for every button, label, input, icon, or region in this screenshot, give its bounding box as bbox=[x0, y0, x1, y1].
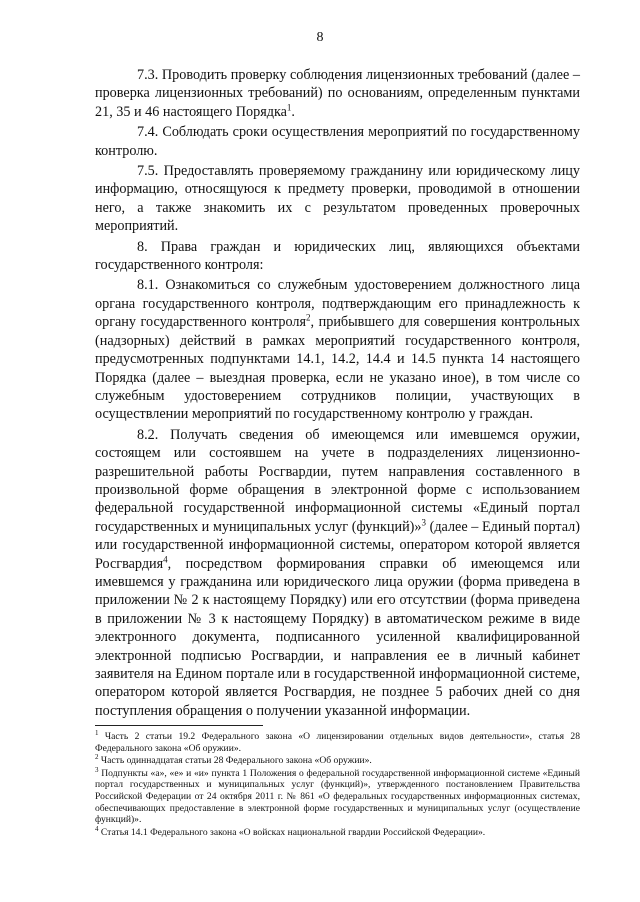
footnote-text: Часть одиннадцатая статьи 28 Федерального закона «Об оружии». bbox=[100, 755, 372, 767]
footnote-text: Подпункты «а», «е» и «и» пункта 1 Положения о федеральной государственной информационной системе «Единый портал государственных и муниципальных услуг (функций)», утвержденного постановлением Правительства Российской Федерации от 24 октября 2011 г. № 861 «О федеральных государственных информационных системах, обеспечивающих предоставление в электронной форме государственных и муниципальных услуг (осуществление функций)». bbox=[95, 767, 580, 826]
paragraph-text: , посредством формирования справки об имеющемся или имевшемся у гражданина или юридического лица оружии (форма приведена в приложении № 2 к настоящему Порядку) или его отсутствии (форма приведена в приложении № 3 к настоящему Порядку) в автоматическом режиме в виде электронного документа, подписанного усиленной квалифицированной электронной подписью Росгвардии, и направления ее в личный кабинет заявителя на Едином портале или в государственной информационной системе, оператором которой является Росгвардия, не позднее 5 рабочих дней со дня поступления обращения о получении указанной информации. bbox=[95, 555, 580, 719]
paragraph-text: 8. Права граждан и юридических лиц, являющихся объектами государственного контроля: bbox=[95, 238, 580, 274]
paragraph-7-4 bbox=[95, 123, 580, 160]
footnote-number: 2 bbox=[95, 753, 99, 761]
footnote-divider bbox=[95, 725, 263, 726]
paragraph-text: 8.1. Ознакомиться со служебным удостоверением должностного лица органа государственного контроля, подтверждающим его принадлежность к органу государственного контроля bbox=[95, 277, 580, 331]
footnote-2 bbox=[95, 755, 580, 767]
footnote-4 bbox=[95, 824, 580, 839]
paragraph-7-5 bbox=[95, 162, 580, 236]
paragraph-text: 7.4. Соблюдать сроки осуществления мероприятий по государственному контролю. bbox=[95, 124, 580, 159]
footnote-1 bbox=[95, 728, 580, 754]
footnote-ref: 1 bbox=[286, 102, 292, 113]
paragraph-text: 8.2. Получать сведения об имеющемся или имевшемся оружии, состоящем или состоявшем на учете в подразделениях лицензионно-разрешительной работы Росгвардии, путем направления составленного в произвольной форме обращения в электронной форме с использованием федеральной государственной информационной системы «Единый портал государственных и муниципальных услуг (функций)» bbox=[95, 426, 580, 535]
paragraph-text: 7.3. Проводить проверку соблюдения лицензионных требований (далее – проверка лицензионных требований) по основаниям, определенным пунктами 21, 35 и 46 настоящего Порядка bbox=[95, 67, 580, 120]
page-number: 8 bbox=[316, 30, 324, 45]
paragraph-text: (далее – Единый портал) или государственной информационной системы, оператором которой является Росгвардия bbox=[95, 518, 580, 572]
paragraph-7-3 bbox=[95, 66, 580, 121]
footnote-number: 4 bbox=[95, 824, 99, 833]
footnote-ref: 4 bbox=[163, 553, 168, 564]
footnote-number: 1 bbox=[95, 728, 99, 737]
paragraph-tail: . bbox=[291, 103, 295, 120]
footnote-text: Статья 14.1 Федерального закона «О войсках национальной гвардии Российской Федерации». bbox=[100, 826, 486, 838]
document-body bbox=[95, 66, 580, 720]
footnotes bbox=[95, 728, 580, 839]
paragraph-8-2 bbox=[95, 426, 580, 721]
paragraph-8 bbox=[95, 238, 580, 275]
paragraph-text: 7.5. Предоставлять проверяемому гражданину или юридическому лицу информацию, относящуюся к предмету проверки, проводимой в отношении него, а также знакомить их с результатом проведенных проверочных мероприятий. bbox=[95, 163, 580, 235]
paragraph-8-1 bbox=[95, 276, 580, 423]
footnote-number: 3 bbox=[95, 765, 99, 774]
footnote-ref: 3 bbox=[421, 517, 426, 528]
paragraph-text: , прибывшего для совершения контрольных (надзорных) действий в рамках мероприятий государственного контроля, предусмотренных подпунктами 14.1, 14.2, 14.4 и 14.5 пункта 14 настоящего Порядка (далее – выездная проверка, если не указано иное), в том числе со служебным удостоверением сотрудников полиции, участвующих в осуществлении мероприятий по государственному контролю у граждан. bbox=[95, 314, 580, 423]
footnote-text: Часть 2 статьи 19.2 Федерального закона «О лицензировании отдельных видов деятельности», статья 28 Федерального закона «Об оружии». bbox=[95, 731, 580, 754]
footnote-3 bbox=[95, 765, 580, 826]
footnote-ref: 2 bbox=[306, 312, 311, 323]
